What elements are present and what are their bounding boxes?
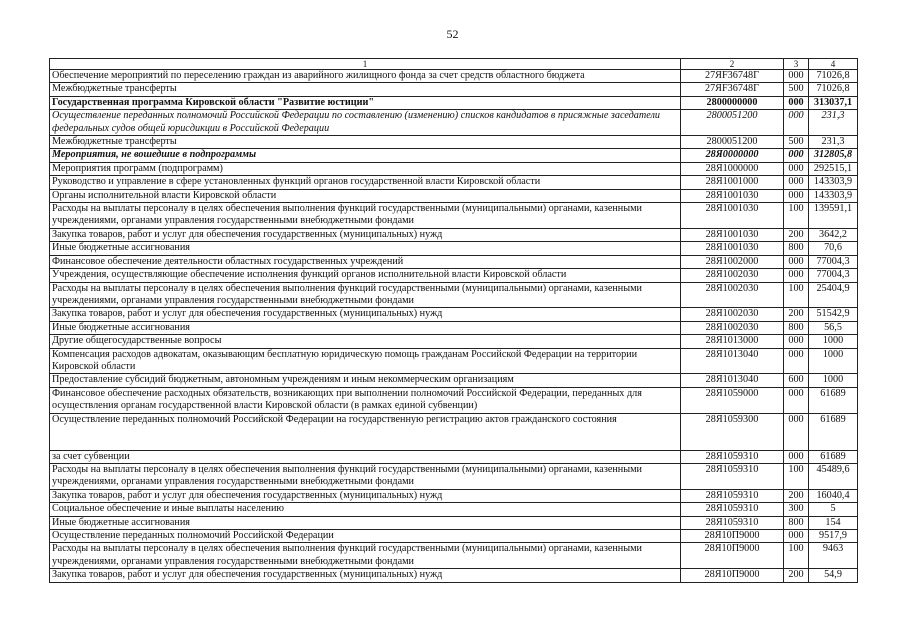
row-code-cell: 28Я10П9000 [681,543,784,569]
table-row [50,136,858,149]
row-name-cell: Обеспечение мероприятий по переселению граждан из аварийного жилищного фонда за счет средств областного бюджета [50,70,681,83]
row-sum-cell: 54,9 [809,569,858,582]
row-sum-cell: 231,3 [809,110,858,136]
row-code-cell: 28Я10П9000 [681,530,784,543]
row-expense-type-cell: 100 [784,463,809,489]
row-expense-type-cell: 100 [784,282,809,308]
table-row [50,530,858,543]
row-expense-type-cell: 000 [784,348,809,374]
row-sum-cell: 9463 [809,543,858,569]
row-name-cell: Руководство и управление в сфере установленных функций органов государственной власти Кировской области [50,176,681,189]
table-row [50,543,858,569]
row-name-cell: Финансовое обеспечение расходных обязательств, возникающих при выполнении полномочий Российской Федерации, переданных для осуществления органам государственной власти Кировской области (в рамках единой субвенции) [50,387,681,413]
row-sum-cell: 1000 [809,348,858,374]
row-sum-cell: 71026,8 [809,83,858,96]
row-expense-type-cell: 500 [784,136,809,149]
table-row [50,463,858,489]
row-code-cell: 28Я1013040 [681,374,784,387]
table-row [50,503,858,516]
table-row [50,255,858,268]
row-code-cell: 28Я1001030 [681,203,784,229]
row-expense-type-cell: 200 [784,308,809,321]
row-expense-type-cell: 000 [784,176,809,189]
budget-table [49,58,858,583]
row-code-cell: 28Я1002030 [681,269,784,282]
table-row [50,282,858,308]
row-expense-type-cell: 000 [784,413,809,450]
row-sum-cell: 70,6 [809,242,858,255]
row-expense-type-cell: 600 [784,374,809,387]
row-expense-type-cell: 000 [784,530,809,543]
row-name-cell: Расходы на выплаты персоналу в целях обеспечения выполнения функций государственными (муниципальными) органами, казенными учреждениями, органами управления государственными внебюджетными фондами [50,282,681,308]
table-row [50,569,858,582]
row-expense-type-cell: 100 [784,543,809,569]
row-sum-cell: 143303,9 [809,189,858,202]
header-col-3: 3 [784,59,809,70]
table-row [50,110,858,136]
row-expense-type-cell: 200 [784,489,809,502]
row-sum-cell: 71026,8 [809,70,858,83]
row-code-cell: 2800051200 [681,110,784,136]
row-code-cell: 28Я1013000 [681,335,784,348]
row-sum-cell: 61689 [809,450,858,463]
row-code-cell: 28Я0000000 [681,149,784,162]
row-name-cell: Закупка товаров, работ и услуг для обеспечения государственных (муниципальных) нужд [50,489,681,502]
row-name-cell: Закупка товаров, работ и услуг для обеспечения государственных (муниципальных) нужд [50,228,681,241]
row-sum-cell: 51542,9 [809,308,858,321]
header-col-4: 4 [809,59,858,70]
table-row [50,516,858,529]
row-code-cell: 28Я1002030 [681,308,784,321]
row-name-cell: Предоставление субсидий бюджетным, автономным учреждениям и иным некоммерческим организациям [50,374,681,387]
row-name-cell: Закупка товаров, работ и услуг для обеспечения государственных (муниципальных) нужд [50,569,681,582]
row-code-cell: 28Я1000000 [681,162,784,175]
row-name-cell: Органы исполнительной власти Кировской области [50,189,681,202]
table-row [50,413,858,450]
row-code-cell: 28Я1059310 [681,489,784,502]
table-row [50,374,858,387]
row-name-cell: Мероприятия, не вошедшие в подпрограммы [50,149,681,162]
table-row [50,242,858,255]
row-sum-cell: 154 [809,516,858,529]
table-row [50,162,858,175]
row-sum-cell: 5 [809,503,858,516]
row-code-cell: 28Я1013040 [681,348,784,374]
row-sum-cell: 143303,9 [809,176,858,189]
row-name-cell: Финансовое обеспечение деятельности областных государственных учреждений [50,255,681,268]
row-name-cell: Расходы на выплаты персоналу в целях обеспечения выполнения функций государственными (муниципальными) органами, казенными учреждениями, органами управления государственными внебюджетными фондами [50,463,681,489]
row-code-cell: 28Я1059310 [681,450,784,463]
table-row [50,348,858,374]
row-expense-type-cell: 000 [784,189,809,202]
row-name-cell: Иные бюджетные ассигнования [50,321,681,334]
row-sum-cell: 45489,6 [809,463,858,489]
row-sum-cell: 25404,9 [809,282,858,308]
row-code-cell: 28Я1002030 [681,282,784,308]
row-name-cell: Межбюджетные трансферты [50,83,681,96]
table-row [50,450,858,463]
table-row [50,387,858,413]
row-expense-type-cell: 000 [784,450,809,463]
row-code-cell: 28Я10П9000 [681,569,784,582]
table-row [50,228,858,241]
row-sum-cell: 312805,8 [809,149,858,162]
row-name-cell: Компенсация расходов адвокатам, оказывающим бесплатную юридическую помощь гражданам Российской Федерации на территории Кировской области [50,348,681,374]
row-code-cell: 28Я1001030 [681,189,784,202]
row-expense-type-cell: 000 [784,269,809,282]
row-expense-type-cell: 000 [784,110,809,136]
row-expense-type-cell: 800 [784,242,809,255]
row-name-cell: Иные бюджетные ассигнования [50,242,681,255]
row-expense-type-cell: 100 [784,203,809,229]
row-name-cell: Закупка товаров, работ и услуг для обеспечения государственных (муниципальных) нужд [50,308,681,321]
row-name-cell: Мероприятия программ (подпрограмм) [50,162,681,175]
row-name-cell: Расходы на выплаты персоналу в целях обеспечения выполнения функций государственными (муниципальными) органами, казенными учреждениями, органами управления государственными внебюджетными фондами [50,543,681,569]
table-row [50,489,858,502]
row-expense-type-cell: 500 [784,83,809,96]
row-sum-cell: 77004,3 [809,255,858,268]
row-expense-type-cell: 000 [784,149,809,162]
row-name-cell: Другие общегосударственные вопросы [50,335,681,348]
row-expense-type-cell: 000 [784,387,809,413]
row-code-cell: 28Я1059300 [681,413,784,450]
row-sum-cell: 56,5 [809,321,858,334]
row-name-cell: Иные бюджетные ассигнования [50,516,681,529]
row-code-cell: 2800051200 [681,136,784,149]
header-col-2: 2 [681,59,784,70]
row-sum-cell: 9517,9 [809,530,858,543]
table-row [50,149,858,162]
header-col-1: 1 [50,59,681,70]
row-name-cell: Осуществление переданных полномочий Российской Федерации по составлению (изменению) списков кандидатов в присяжные заседатели федеральных судов общей юрисдикции в Российской Федерации [50,110,681,136]
table-row [50,269,858,282]
row-code-cell: 2800000000 [681,96,784,109]
row-sum-cell: 3642,2 [809,228,858,241]
table-row [50,70,858,83]
row-name-cell: Расходы на выплаты персоналу в целях обеспечения выполнения функций государственными (муниципальными) органами, казенными учреждениями, органами управления государственными внебюджетными фондами [50,203,681,229]
row-name-cell: за счет субвенции [50,450,681,463]
table-row [50,176,858,189]
table-row [50,321,858,334]
row-code-cell: 27ЯF36748Г [681,83,784,96]
row-expense-type-cell: 000 [784,335,809,348]
row-sum-cell: 292515,1 [809,162,858,175]
row-sum-cell: 1000 [809,374,858,387]
row-code-cell: 28Я1002030 [681,321,784,334]
row-code-cell: 28Я1002000 [681,255,784,268]
table-row [50,83,858,96]
row-sum-cell: 231,3 [809,136,858,149]
row-code-cell: 28Я1059310 [681,503,784,516]
row-expense-type-cell: 000 [784,96,809,109]
row-expense-type-cell: 200 [784,569,809,582]
row-sum-cell: 1000 [809,335,858,348]
row-name-cell: Осуществление переданных полномочий Российской Федерации на государственную регистрацию актов гражданского состояния [50,413,681,450]
table-row [50,308,858,321]
row-expense-type-cell: 000 [784,255,809,268]
row-expense-type-cell: 300 [784,503,809,516]
row-sum-cell: 61689 [809,413,858,450]
row-name-cell: Государственная программа Кировской области "Развитие юстиции" [50,96,681,109]
page-number: 52 [446,27,459,41]
table-row [50,96,858,109]
row-sum-cell: 16040,4 [809,489,858,502]
row-sum-cell: 77004,3 [809,269,858,282]
table-row [50,189,858,202]
table-row [50,335,858,348]
row-code-cell: 28Я1001030 [681,242,784,255]
row-name-cell: Социальное обеспечение и иные выплаты населению [50,503,681,516]
row-sum-cell: 139591,1 [809,203,858,229]
row-sum-cell: 313037,1 [809,96,858,109]
row-code-cell: 28Я1001000 [681,176,784,189]
row-code-cell: 28Я1059310 [681,516,784,529]
row-code-cell: 27ЯF36748Г [681,70,784,83]
row-code-cell: 28Я1001030 [681,228,784,241]
table-header-row [50,59,858,70]
row-expense-type-cell: 800 [784,516,809,529]
row-code-cell: 28Я1059310 [681,463,784,489]
table-row [50,203,858,229]
row-expense-type-cell: 000 [784,70,809,83]
row-expense-type-cell: 200 [784,228,809,241]
row-expense-type-cell: 000 [784,162,809,175]
row-sum-cell: 61689 [809,387,858,413]
row-name-cell: Межбюджетные трансферты [50,136,681,149]
row-name-cell: Учреждения, осуществляющие обеспечение исполнения функций органов исполнительной власти Кировской области [50,269,681,282]
row-code-cell: 28Я1059000 [681,387,784,413]
row-name-cell: Осуществление переданных полномочий Российской Федерации [50,530,681,543]
row-expense-type-cell: 800 [784,321,809,334]
